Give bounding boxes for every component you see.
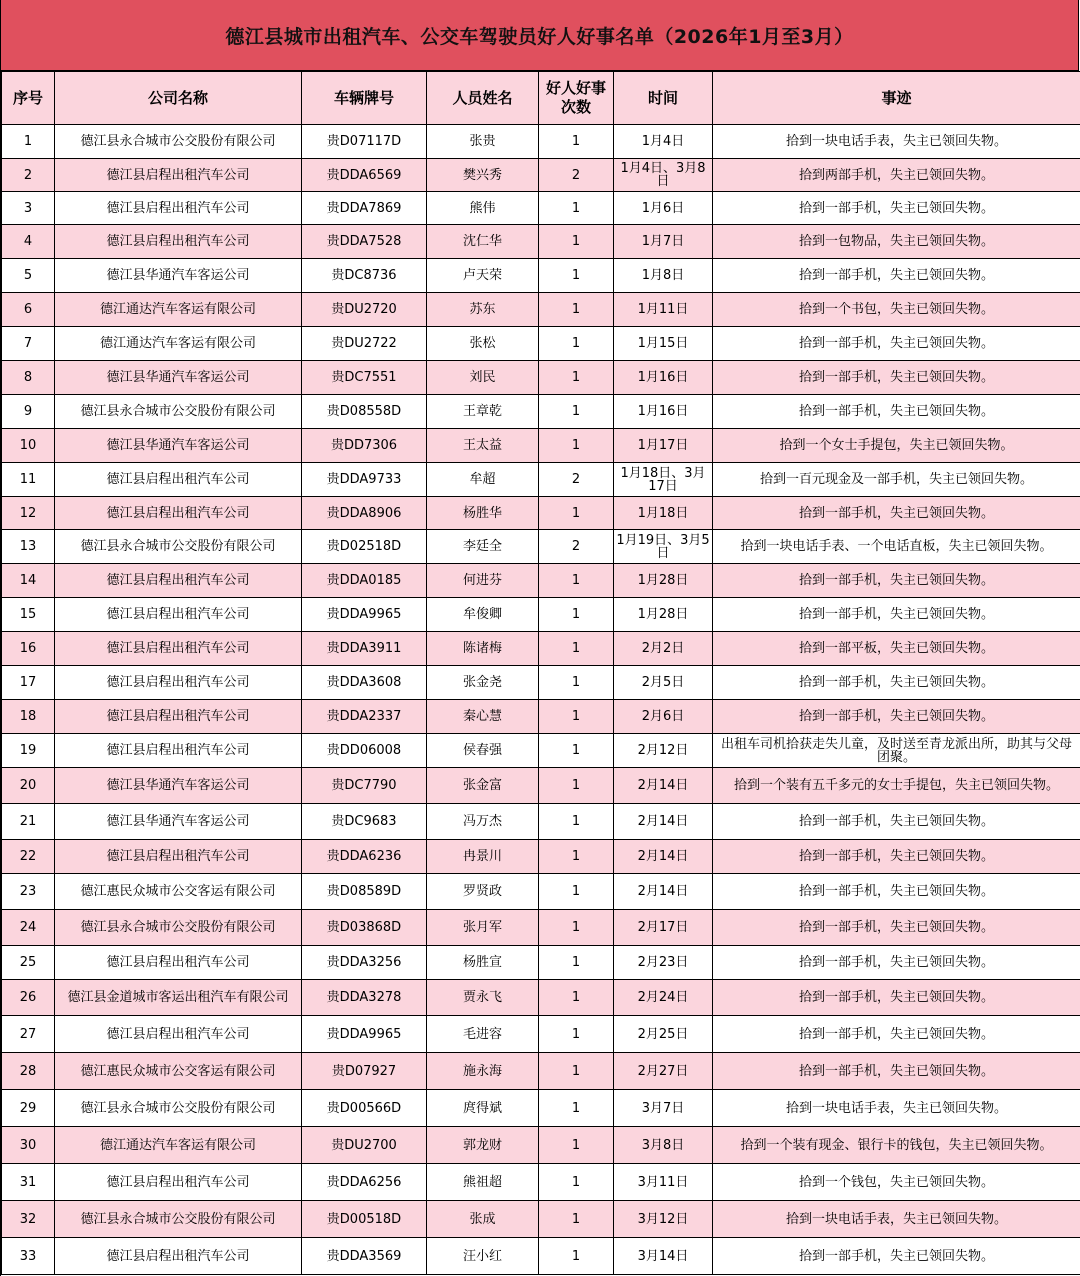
cell-company: 德江通达汽车客运有限公司 (55, 327, 302, 361)
cell-name: 张金尧 (427, 666, 539, 700)
table-row (2, 1016, 1080, 1053)
cell-company: 德江县金道城市客运出租汽车有限公司 (55, 980, 302, 1016)
cell-name: 何进芬 (427, 564, 539, 598)
cell-date: 2月17日 (614, 910, 713, 946)
cell-no: 22 (2, 840, 55, 874)
cell-plate: 贵DU2700 (302, 1127, 427, 1164)
cell-name: 李廷全 (427, 530, 539, 564)
cell-company: 德江县启程出租汽车公司 (55, 598, 302, 632)
cell-plate: 贵DDA0185 (302, 564, 427, 598)
table-row (2, 632, 1080, 666)
cell-date: 2月24日 (614, 980, 713, 1016)
cell-no: 11 (2, 463, 55, 497)
cell-name: 侯春强 (427, 734, 539, 768)
cell-times: 1 (539, 192, 614, 225)
cell-date: 2月27日 (614, 1053, 713, 1090)
cell-no: 32 (2, 1201, 55, 1238)
cell-no: 18 (2, 700, 55, 734)
cell-date: 1月6日 (614, 192, 713, 225)
table-row (2, 768, 1080, 804)
cell-plate: 贵DU2722 (302, 327, 427, 361)
table-row (2, 1053, 1080, 1090)
cell-date: 2月6日 (614, 700, 713, 734)
good-deeds-table (1, 71, 1080, 1275)
cell-times: 1 (539, 874, 614, 910)
header-times: 好人好事次数 (539, 72, 614, 125)
cell-company: 德江通达汽车客运有限公司 (55, 293, 302, 327)
cell-no: 28 (2, 1053, 55, 1090)
cell-date: 2月14日 (614, 840, 713, 874)
cell-company: 德江惠民众城市公交客运有限公司 (55, 1053, 302, 1090)
cell-times: 1 (539, 1201, 614, 1238)
header-plate: 车辆牌号 (302, 72, 427, 125)
cell-no: 29 (2, 1090, 55, 1127)
cell-deed: 拾到一块电话手表，失主已领回失物。 (713, 1201, 1080, 1238)
cell-times: 1 (539, 1016, 614, 1053)
table-row (2, 980, 1080, 1016)
cell-times: 1 (539, 734, 614, 768)
cell-company: 德江县华通汽车客运公司 (55, 259, 302, 293)
table-row (2, 734, 1080, 768)
cell-date: 3月8日 (614, 1127, 713, 1164)
cell-date: 2月23日 (614, 946, 713, 980)
header-no: 序号 (2, 72, 55, 125)
cell-name: 沈仁华 (427, 225, 539, 259)
cell-name: 施永海 (427, 1053, 539, 1090)
table-row (2, 666, 1080, 700)
cell-date: 1月4日 (614, 125, 713, 159)
cell-date: 1月11日 (614, 293, 713, 327)
cell-date: 1月28日 (614, 564, 713, 598)
cell-times: 1 (539, 125, 614, 159)
cell-date: 1月16日 (614, 361, 713, 395)
cell-company: 德江县永合城市公交股份有限公司 (55, 125, 302, 159)
cell-date: 2月14日 (614, 804, 713, 840)
cell-no: 21 (2, 804, 55, 840)
cell-company: 德江县华通汽车客运公司 (55, 429, 302, 463)
cell-deed: 拾到一个钱包，失主已领回失物。 (713, 1164, 1080, 1201)
cell-times: 1 (539, 225, 614, 259)
cell-deed: 拾到一部手机，失主已领回失物。 (713, 1016, 1080, 1053)
cell-name: 杨胜华 (427, 497, 539, 530)
cell-name: 牟超 (427, 463, 539, 497)
cell-times: 1 (539, 259, 614, 293)
cell-plate: 贵D08589D (302, 874, 427, 910)
cell-plate: 贵DDA6569 (302, 159, 427, 192)
cell-no: 5 (2, 259, 55, 293)
cell-name: 秦心慧 (427, 700, 539, 734)
cell-name: 卢天荣 (427, 259, 539, 293)
cell-date: 1月15日 (614, 327, 713, 361)
cell-plate: 贵D07117D (302, 125, 427, 159)
cell-deed: 拾到一个装有五千多元的女士手提包，失主已领回失物。 (713, 768, 1080, 804)
cell-no: 16 (2, 632, 55, 666)
page-title: 德江县城市出租汽车、公交车驾驶员好人好事名单（2026年1月至3月） (225, 25, 854, 48)
cell-deed: 拾到一部手机，失主已领回失物。 (713, 598, 1080, 632)
cell-no: 19 (2, 734, 55, 768)
cell-company: 德江县永合城市公交股份有限公司 (55, 395, 302, 429)
table-row (2, 395, 1080, 429)
cell-name: 贾永飞 (427, 980, 539, 1016)
cell-date: 1月16日 (614, 395, 713, 429)
cell-no: 24 (2, 910, 55, 946)
cell-deed: 拾到一部手机，失主已领回失物。 (713, 980, 1080, 1016)
table-row (2, 327, 1080, 361)
cell-no: 25 (2, 946, 55, 980)
cell-times: 1 (539, 910, 614, 946)
cell-name: 郭龙财 (427, 1127, 539, 1164)
cell-plate: 贵D00566D (302, 1090, 427, 1127)
cell-deed: 拾到一部手机，失主已领回失物。 (713, 395, 1080, 429)
cell-company: 德江县启程出租汽车公司 (55, 1016, 302, 1053)
cell-company: 德江县永合城市公交股份有限公司 (55, 1201, 302, 1238)
cell-name: 王太益 (427, 429, 539, 463)
cell-date: 3月7日 (614, 1090, 713, 1127)
table-row (2, 598, 1080, 632)
cell-times: 1 (539, 361, 614, 395)
cell-plate: 贵DDA6236 (302, 840, 427, 874)
cell-plate: 贵DDA9733 (302, 463, 427, 497)
cell-name: 王章乾 (427, 395, 539, 429)
cell-plate: 贵DDA3256 (302, 946, 427, 980)
cell-deed: 拾到一部手机，失主已领回失物。 (713, 192, 1080, 225)
cell-date: 3月11日 (614, 1164, 713, 1201)
cell-name: 刘民 (427, 361, 539, 395)
table-body (2, 125, 1080, 1275)
cell-date: 1月4日、3月8日 (614, 159, 713, 192)
cell-times: 1 (539, 327, 614, 361)
cell-name: 张松 (427, 327, 539, 361)
cell-date: 2月14日 (614, 768, 713, 804)
header-company: 公司名称 (55, 72, 302, 125)
cell-company: 德江县启程出租汽车公司 (55, 564, 302, 598)
cell-plate: 贵DC7551 (302, 361, 427, 395)
cell-times: 2 (539, 159, 614, 192)
header-name: 人员姓名 (427, 72, 539, 125)
cell-plate: 贵DDA2337 (302, 700, 427, 734)
cell-deed: 拾到一部手机，失主已领回失物。 (713, 946, 1080, 980)
cell-times: 2 (539, 463, 614, 497)
cell-name: 张月军 (427, 910, 539, 946)
cell-plate: 贵DD7306 (302, 429, 427, 463)
cell-no: 2 (2, 159, 55, 192)
cell-date: 2月12日 (614, 734, 713, 768)
cell-times: 1 (539, 1238, 614, 1275)
cell-plate: 贵DC9683 (302, 804, 427, 840)
cell-times: 1 (539, 1127, 614, 1164)
cell-no: 4 (2, 225, 55, 259)
cell-deed: 拾到一部手机，失主已领回失物。 (713, 259, 1080, 293)
cell-name: 陈诸梅 (427, 632, 539, 666)
cell-company: 德江县启程出租汽车公司 (55, 225, 302, 259)
cell-name: 汪小红 (427, 1238, 539, 1275)
cell-date: 2月2日 (614, 632, 713, 666)
cell-plate: 贵DDA3278 (302, 980, 427, 1016)
cell-times: 1 (539, 946, 614, 980)
cell-plate: 贵DDA6256 (302, 1164, 427, 1201)
cell-deed: 出租车司机拾获走失儿童，及时送至青龙派出所，助其与父母团聚。 (713, 734, 1080, 768)
cell-plate: 贵DDA8906 (302, 497, 427, 530)
cell-times: 1 (539, 293, 614, 327)
table-row (2, 497, 1080, 530)
cell-times: 1 (539, 666, 614, 700)
table-row (2, 530, 1080, 564)
cell-deed: 拾到一部手机，失主已领回失物。 (713, 497, 1080, 530)
cell-deed: 拾到一部手机，失主已领回失物。 (713, 874, 1080, 910)
table-row (2, 293, 1080, 327)
cell-no: 1 (2, 125, 55, 159)
cell-times: 1 (539, 497, 614, 530)
cell-company: 德江县启程出租汽车公司 (55, 159, 302, 192)
cell-times: 1 (539, 632, 614, 666)
cell-times: 1 (539, 1164, 614, 1201)
cell-no: 14 (2, 564, 55, 598)
cell-plate: 贵D08558D (302, 395, 427, 429)
cell-name: 毛进容 (427, 1016, 539, 1053)
cell-date: 1月18日、3月17日 (614, 463, 713, 497)
cell-no: 15 (2, 598, 55, 632)
cell-deed: 拾到一部手机，失主已领回失物。 (713, 1053, 1080, 1090)
cell-no: 12 (2, 497, 55, 530)
cell-no: 3 (2, 192, 55, 225)
cell-times: 1 (539, 700, 614, 734)
cell-date: 1月19日、3月5日 (614, 530, 713, 564)
cell-no: 33 (2, 1238, 55, 1275)
cell-company: 德江县华通汽车客运公司 (55, 768, 302, 804)
cell-deed: 拾到一部手机，失主已领回失物。 (713, 1238, 1080, 1275)
cell-times: 1 (539, 1053, 614, 1090)
cell-name: 冯万杰 (427, 804, 539, 840)
cell-name: 熊祖超 (427, 1164, 539, 1201)
cell-plate: 贵DDA7528 (302, 225, 427, 259)
cell-name: 罗贤政 (427, 874, 539, 910)
cell-deed: 拾到一个书包，失主已领回失物。 (713, 293, 1080, 327)
cell-plate: 贵DU2720 (302, 293, 427, 327)
cell-deed: 拾到一部手机，失主已领回失物。 (713, 804, 1080, 840)
cell-times: 1 (539, 768, 614, 804)
table-row (2, 564, 1080, 598)
cell-no: 7 (2, 327, 55, 361)
cell-times: 2 (539, 530, 614, 564)
cell-times: 1 (539, 598, 614, 632)
cell-times: 1 (539, 429, 614, 463)
cell-date: 1月17日 (614, 429, 713, 463)
cell-deed: 拾到一部手机，失主已领回失物。 (713, 327, 1080, 361)
cell-no: 26 (2, 980, 55, 1016)
cell-company: 德江县启程出租汽车公司 (55, 463, 302, 497)
header-date: 时间 (614, 72, 713, 125)
cell-name: 冉景川 (427, 840, 539, 874)
cell-times: 1 (539, 564, 614, 598)
cell-company: 德江通达汽车客运有限公司 (55, 1127, 302, 1164)
cell-date: 1月18日 (614, 497, 713, 530)
cell-deed: 拾到一部手机，失主已领回失物。 (713, 564, 1080, 598)
cell-name: 樊兴秀 (427, 159, 539, 192)
cell-date: 2月14日 (614, 874, 713, 910)
cell-no: 13 (2, 530, 55, 564)
cell-deed: 拾到一个装有现金、银行卡的钱包，失主已领回失物。 (713, 1127, 1080, 1164)
cell-company: 德江县华通汽车客运公司 (55, 361, 302, 395)
cell-name: 张金富 (427, 768, 539, 804)
cell-date: 3月14日 (614, 1238, 713, 1275)
cell-plate: 贵DDA3608 (302, 666, 427, 700)
cell-plate: 贵DDA7869 (302, 192, 427, 225)
cell-no: 23 (2, 874, 55, 910)
cell-company: 德江县启程出租汽车公司 (55, 734, 302, 768)
table-row (2, 1238, 1080, 1275)
table-row (2, 700, 1080, 734)
table-row (2, 874, 1080, 910)
cell-plate: 贵D00518D (302, 1201, 427, 1238)
table-row (2, 1164, 1080, 1201)
cell-company: 德江县永合城市公交股份有限公司 (55, 910, 302, 946)
cell-no: 20 (2, 768, 55, 804)
cell-name: 熊伟 (427, 192, 539, 225)
cell-company: 德江县华通汽车客运公司 (55, 804, 302, 840)
cell-name: 张成 (427, 1201, 539, 1238)
cell-plate: 贵D07927 (302, 1053, 427, 1090)
cell-date: 3月12日 (614, 1201, 713, 1238)
cell-deed: 拾到一部手机，失主已领回失物。 (713, 666, 1080, 700)
table-row (2, 159, 1080, 192)
cell-times: 1 (539, 980, 614, 1016)
cell-no: 31 (2, 1164, 55, 1201)
cell-company: 德江惠民众城市公交客运有限公司 (55, 874, 302, 910)
cell-name: 苏东 (427, 293, 539, 327)
cell-deed: 拾到一包物品，失主已领回失物。 (713, 225, 1080, 259)
cell-deed: 拾到一块电话手表，失主已领回失物。 (713, 1090, 1080, 1127)
table-row (2, 910, 1080, 946)
cell-name: 杨胜宣 (427, 946, 539, 980)
cell-company: 德江县启程出租汽车公司 (55, 192, 302, 225)
cell-company: 德江县启程出租汽车公司 (55, 946, 302, 980)
table-row (2, 361, 1080, 395)
cell-deed: 拾到一部手机，失主已领回失物。 (713, 840, 1080, 874)
cell-company: 德江县永合城市公交股份有限公司 (55, 530, 302, 564)
title-bar (1, 0, 1079, 71)
cell-times: 1 (539, 1090, 614, 1127)
cell-plate: 贵D03868D (302, 910, 427, 946)
cell-company: 德江县永合城市公交股份有限公司 (55, 1090, 302, 1127)
cell-deed: 拾到一部手机，失主已领回失物。 (713, 361, 1080, 395)
cell-company: 德江县启程出租汽车公司 (55, 840, 302, 874)
cell-plate: 贵DD06008 (302, 734, 427, 768)
table-row (2, 463, 1080, 497)
table-row (2, 1090, 1080, 1127)
cell-no: 17 (2, 666, 55, 700)
cell-deed: 拾到一个女士手提包，失主已领回失物。 (713, 429, 1080, 463)
table-row (2, 192, 1080, 225)
table-row (2, 804, 1080, 840)
cell-date: 1月28日 (614, 598, 713, 632)
cell-company: 德江县启程出租汽车公司 (55, 1238, 302, 1275)
cell-date: 2月25日 (614, 1016, 713, 1053)
cell-no: 30 (2, 1127, 55, 1164)
table-row (2, 259, 1080, 293)
cell-no: 8 (2, 361, 55, 395)
cell-plate: 贵DDA3911 (302, 632, 427, 666)
cell-date: 1月7日 (614, 225, 713, 259)
table-row (2, 1127, 1080, 1164)
cell-company: 德江县启程出租汽车公司 (55, 666, 302, 700)
cell-no: 6 (2, 293, 55, 327)
cell-deed: 拾到一部手机，失主已领回失物。 (713, 700, 1080, 734)
cell-company: 德江县启程出租汽车公司 (55, 632, 302, 666)
cell-date: 1月8日 (614, 259, 713, 293)
cell-name: 牟俊卿 (427, 598, 539, 632)
cell-plate: 贵D02518D (302, 530, 427, 564)
cell-company: 德江县启程出租汽车公司 (55, 700, 302, 734)
table-row (2, 125, 1080, 159)
cell-times: 1 (539, 840, 614, 874)
cell-no: 27 (2, 1016, 55, 1053)
cell-deed: 拾到一百元现金及一部手机，失主已领回失物。 (713, 463, 1080, 497)
cell-deed: 拾到一块电话手表，失主已领回失物。 (713, 125, 1080, 159)
table-row (2, 429, 1080, 463)
table-row (2, 225, 1080, 259)
table-row (2, 946, 1080, 980)
cell-date: 2月5日 (614, 666, 713, 700)
table-row (2, 1201, 1080, 1238)
table-row (2, 840, 1080, 874)
cell-deed: 拾到一部平板，失主已领回失物。 (713, 632, 1080, 666)
header-row (2, 72, 1080, 125)
cell-no: 9 (2, 395, 55, 429)
cell-company: 德江县启程出租汽车公司 (55, 1164, 302, 1201)
cell-times: 1 (539, 804, 614, 840)
header-deed: 事迹 (713, 72, 1080, 125)
cell-company: 德江县启程出租汽车公司 (55, 497, 302, 530)
cell-plate: 贵DDA9965 (302, 598, 427, 632)
cell-plate: 贵DC8736 (302, 259, 427, 293)
cell-no: 10 (2, 429, 55, 463)
cell-plate: 贵DDA9965 (302, 1016, 427, 1053)
cell-plate: 贵DDA3569 (302, 1238, 427, 1275)
cell-times: 1 (539, 395, 614, 429)
cell-name: 庹得斌 (427, 1090, 539, 1127)
cell-deed: 拾到两部手机，失主已领回失物。 (713, 159, 1080, 192)
cell-deed: 拾到一部手机，失主已领回失物。 (713, 910, 1080, 946)
cell-deed: 拾到一块电话手表、一个电话直板，失主已领回失物。 (713, 530, 1080, 564)
cell-name: 张贵 (427, 125, 539, 159)
cell-plate: 贵DC7790 (302, 768, 427, 804)
